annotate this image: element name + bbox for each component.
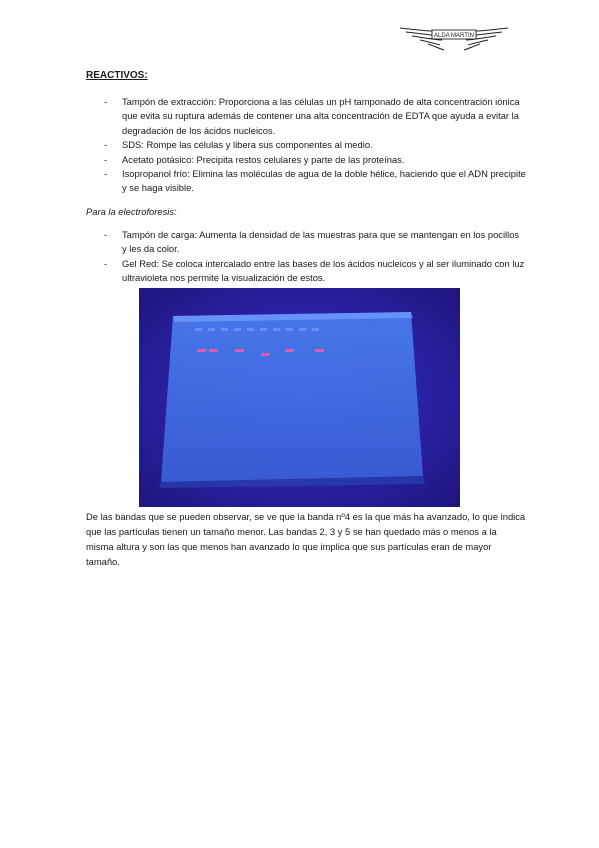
list-dash: - (104, 257, 108, 269)
electrophoresis-list (86, 228, 526, 286)
band (209, 349, 218, 352)
band (285, 349, 294, 352)
well (195, 328, 202, 331)
logo-text: ALDA MARTIN (434, 33, 474, 39)
band (235, 349, 244, 352)
band (197, 349, 206, 352)
well (299, 328, 306, 331)
list-item (86, 257, 526, 286)
list-dash: - (104, 168, 108, 180)
list-item-text: Isopropanol frío: Elimina las moléculas de agua de la doble hélice, haciendo que el ADN precipite y se haga visible. (122, 168, 526, 194)
well (208, 328, 215, 331)
well (312, 328, 319, 331)
list-item (86, 138, 526, 152)
well (234, 328, 241, 331)
well (247, 328, 254, 331)
list-dash: - (104, 139, 108, 151)
gel-electrophoresis-photo (139, 288, 460, 507)
list-item (86, 95, 526, 138)
well (221, 328, 228, 331)
list-dash: - (104, 153, 108, 165)
well (273, 328, 280, 331)
well (286, 328, 293, 331)
list-item-text: Gel Red: Se coloca intercalado entre las bases de los ácidos nucleicos y al ser iluminado con luz ultravioleta nos permite la visualización de estos. (122, 257, 525, 284)
list-item-text: SDS: Rompe las células y libera sus componentes al medio. (122, 139, 373, 151)
list-item-text: Tampón de carga: Aumenta la densidad de las muestras para que se mantengan en los pocillos y les da color. (122, 229, 520, 255)
list-dash: - (104, 96, 108, 107)
list-item-text: Acetato potásico: Precipita restos celulares y parte de las proteínas. (122, 153, 405, 165)
list-item-text: Tampón de extracción: Proporciona a las células un pH tamponado de alta concentración iónica que evita su ruptura además de contener una alta concentración de EDTA que ayuda a evitar la degradación de los ácidos nucleicos. (122, 96, 520, 136)
list-item (86, 167, 526, 196)
band (315, 349, 324, 352)
agarose-gel (161, 312, 423, 482)
band (261, 353, 270, 356)
list-item (86, 228, 526, 257)
aston-martin-wings-logo (398, 22, 510, 56)
list-dash: - (104, 229, 108, 240)
conclusion-paragraph: De las bandas que se pueden observar, se ve que la banda nº4 es la que más ha avanzado, lo que indica que las partículas tienen un tamaño menor. Las bandas 2, 3 y 5 se han quedado más o menos a la misma altura y son las que menos han avanzado lo que implica que sus partículas eran de mayor tamaño. (86, 511, 526, 567)
electrophoresis-subheading: Para la electroforesis: (86, 206, 177, 217)
list-item (86, 153, 526, 167)
reagents-heading: REACTIVOS: (86, 70, 148, 81)
reagents-list (86, 95, 526, 196)
well (260, 328, 267, 331)
